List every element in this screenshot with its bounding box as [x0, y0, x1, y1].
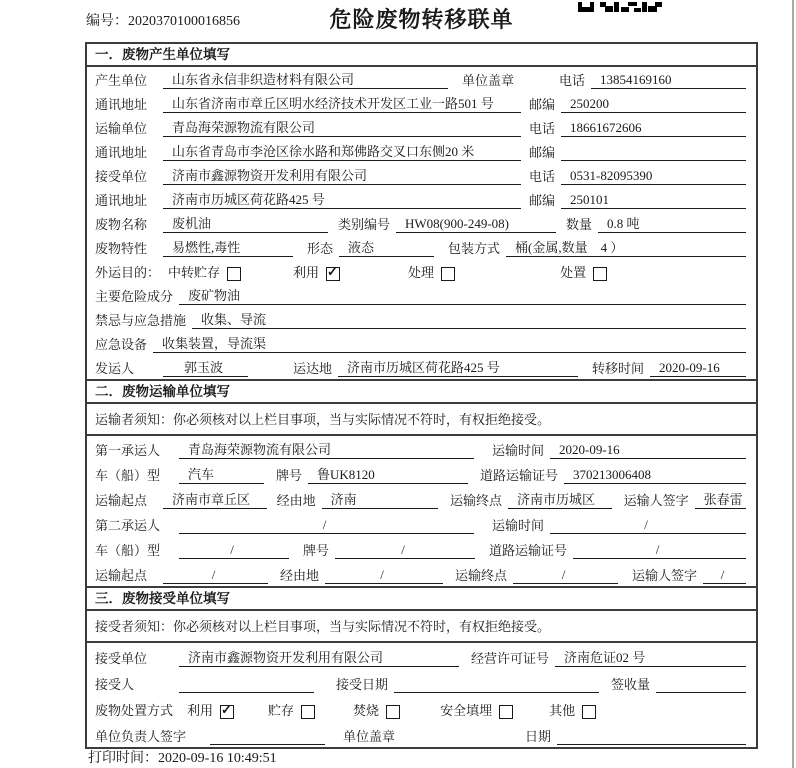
hazard-value: 废矿物油 [179, 285, 746, 305]
seal-label: 单位盖章 [343, 729, 396, 744]
destination-value: 济南市历城区荷花路425 号 [338, 357, 578, 377]
row-transporter-address [87, 139, 756, 163]
recipient-value [179, 692, 314, 693]
row-receiver-address [87, 187, 756, 211]
generator-postcode-value: 250200 [561, 96, 746, 113]
carrier2-via-value: / [325, 567, 443, 584]
generator-phone-value: 13854169160 [591, 72, 746, 89]
terminus-label: 运输终点 [449, 493, 502, 508]
carrier1-origin-value: 济南市章丘区 [163, 489, 267, 509]
checkbox-disposal-utilize [220, 705, 234, 719]
serial-label: 编号： [86, 14, 128, 29]
vehicle-label: 车（船）型 [95, 543, 161, 558]
checkbox-disposal-other [582, 705, 596, 719]
receiver-value: 济南市鑫源物资开发利用有限公司 [163, 165, 521, 185]
receiver-label: 接受单位 [95, 169, 148, 184]
generator-value: 山东省永信非织造材料有限公司 [163, 69, 448, 89]
waste-name-value: 废机油 [163, 213, 328, 233]
carrier2-vehicle-value: / [179, 542, 289, 559]
page-right-edge [792, 0, 794, 768]
seal-label: 单位盖章 [462, 73, 515, 88]
form-label: 形态 [307, 241, 334, 256]
row-carrier1-route [87, 486, 756, 511]
disposal-option-landfill [440, 700, 513, 719]
page-title: 危险废物转移联单 [329, 7, 514, 32]
category-value: HW08(900-249-08) [396, 216, 556, 233]
option-label: 处理 [408, 265, 435, 280]
road-permit-label: 道路运输证号 [489, 543, 568, 558]
phone-label: 电话 [528, 121, 555, 136]
carrier2-value: / [179, 517, 474, 534]
receiver-address-value: 济南市历城区荷花路425 号 [163, 189, 521, 209]
receiver-phone-value: 0531-82095390 [561, 168, 746, 185]
section1-title: 一．废物产生单位填写 [87, 44, 756, 67]
transporter-postcode-value [561, 160, 746, 161]
purpose-option-dispose [560, 262, 607, 281]
contraindication-value: 收集、导流 [192, 309, 746, 329]
qr-code-fragment [578, 0, 662, 18]
form-value: 液态 [339, 237, 434, 257]
carrier1-vehicle-value: 汽车 [179, 464, 264, 484]
carrier1-via-value: 济南 [322, 489, 438, 509]
date-label: 日期 [525, 729, 552, 744]
via-label: 经由地 [280, 568, 320, 583]
disposal-option-utilize [187, 700, 234, 719]
generator-label: 产生单位 [95, 73, 148, 88]
contraindication-label: 禁忌与应急措施 [95, 313, 187, 328]
carrier1-permit-value: 370213006408 [564, 467, 746, 484]
checkbox-disposal-landfill [499, 705, 513, 719]
permit-label: 经营许可证号 [471, 651, 550, 666]
option-label: 利用 [293, 265, 320, 280]
row-carrier2-route [87, 561, 756, 586]
carrier1-terminus-value: 济南市历城区 [508, 489, 612, 509]
sign-date-value [557, 744, 746, 745]
checkbox-treat [441, 267, 455, 281]
transfer-time-value: 2020-09-16 [650, 360, 746, 377]
origin-label: 运输起点 [95, 493, 148, 508]
purpose-option-treat [408, 262, 455, 281]
print-time-value: 2020-09-16 10:49:51 [158, 751, 277, 766]
row-waste-name [87, 211, 756, 235]
print-time-label: 打印时间： [88, 751, 158, 766]
checkbox-disposal-storage [301, 705, 315, 719]
address-label: 通讯地址 [95, 145, 148, 160]
disposal-label: 废物处置方式 [95, 703, 174, 718]
generator-address-value: 山东省济南市章丘区明水经济技术开发区工业一路501 号 [163, 93, 521, 113]
checkbox-disposal-incinerate [386, 705, 400, 719]
consignor-label: 发运人 [95, 361, 135, 376]
address-label: 通讯地址 [95, 193, 148, 208]
disposal-option-incinerate [353, 700, 400, 719]
row-transport-purpose [87, 259, 756, 283]
plate-label: 牌号 [276, 468, 303, 483]
characteristics-value: 易燃性,毒性 [163, 237, 293, 257]
row-generator [87, 67, 756, 91]
section3-title: 三．废物接受单位填写 [87, 588, 756, 611]
permit-value: 济南危证02 号 [555, 647, 746, 667]
row-disposal-method [87, 695, 756, 721]
transfer-form-table [85, 42, 758, 749]
equipment-label: 应急设备 [95, 337, 148, 352]
transporter-label: 运输单位 [95, 121, 148, 136]
transfer-time-label: 转移时间 [592, 361, 645, 376]
characteristics-label: 废物特性 [95, 241, 148, 256]
packaging-value: 桶(金属,数量 4 ） [506, 237, 746, 257]
transporter-address-value: 山东省青岛市李沧区徐水路和郑佛路交叉口东侧20 米 [163, 141, 521, 161]
carrier2-sign-value: / [703, 567, 746, 584]
purpose-option-transfer-storage [168, 262, 241, 281]
row-receiver [87, 163, 756, 187]
hazard-label: 主要危险成分 [95, 289, 174, 304]
carrier1-sign-value: 张春雷 [695, 489, 746, 509]
row-carrier2 [87, 511, 756, 536]
equipment-value: 收集装置，导流渠 [153, 333, 746, 353]
received-amount-label: 签收量 [611, 677, 651, 692]
checkbox-dispose [593, 267, 607, 281]
option-label: 利用 [187, 703, 214, 718]
consignor-value: 郭玉波 [163, 357, 248, 377]
carrier1-label: 第一承运人 [95, 443, 161, 458]
road-permit-label: 道路运输证号 [480, 468, 559, 483]
transport-time-label: 运输时间 [492, 518, 545, 533]
carrier1-value: 青岛海荣源物流有限公司 [179, 439, 474, 459]
row-contraindication [87, 307, 756, 331]
terminus-label: 运输终点 [455, 568, 508, 583]
carrier2-time-value: / [550, 517, 746, 534]
section3-notice: 接受者须知：你必须核对以上栏目事项，当与实际情况不符时，有权拒绝接受。 [87, 611, 756, 643]
receiver-label: 接受单位 [95, 651, 148, 666]
print-time-line [88, 747, 277, 767]
purpose-option-utilize [293, 262, 340, 281]
transporter-phone-value: 18661672606 [561, 120, 746, 137]
row-carrier1 [87, 436, 756, 461]
row-transporter [87, 115, 756, 139]
carrier1-time-value: 2020-09-16 [550, 442, 746, 459]
postcode-label: 邮编 [528, 145, 555, 160]
option-label: 焚烧 [353, 703, 380, 718]
postcode-label: 邮编 [528, 193, 555, 208]
row-manager-signature [87, 721, 756, 747]
transporter-value: 青岛海荣源物流有限公司 [163, 117, 521, 137]
row-hazard-components [87, 283, 756, 307]
via-label: 经由地 [276, 493, 316, 508]
checkbox-utilize [326, 267, 340, 281]
serial-number: 2020370100016856 [128, 14, 240, 29]
destination-label: 运达地 [293, 361, 333, 376]
carrier-sign-label: 运输人签字 [632, 568, 698, 583]
category-label: 类别编号 [338, 217, 391, 232]
carrier2-plate-value: / [335, 542, 475, 559]
checkbox-transfer-storage [227, 267, 241, 281]
carrier2-permit-value: / [573, 542, 746, 559]
packaging-label: 包装方式 [448, 241, 501, 256]
recipient-label: 接受人 [95, 677, 135, 692]
quantity-value: 0.8 吨 [598, 213, 746, 233]
section2-title: 二．废物运输单位填写 [87, 381, 756, 404]
section-receiver [87, 586, 756, 747]
section2-notice: 运输者须知：你必须核对以上栏目事项，当与实际情况不符时，有权拒绝接受。 [87, 404, 756, 436]
phone-label: 电话 [528, 169, 555, 184]
plate-label: 牌号 [303, 543, 330, 558]
address-label: 通讯地址 [95, 97, 148, 112]
vehicle-label: 车（船）型 [95, 468, 161, 483]
disposal-option-storage [268, 700, 315, 719]
quantity-label: 数量 [566, 217, 593, 232]
disposal-option-other [549, 700, 596, 719]
phone-label: 电话 [559, 73, 586, 88]
row-waste-characteristics [87, 235, 756, 259]
row-carrier1-vehicle [87, 461, 756, 486]
row-consignor [87, 355, 756, 379]
origin-label: 运输起点 [95, 568, 148, 583]
waste-name-label: 废物名称 [95, 217, 148, 232]
carrier1-plate-value: 鲁UK8120 [308, 464, 468, 484]
row-emergency-equipment [87, 331, 756, 355]
option-label: 处置 [560, 265, 587, 280]
receive-date-label: 接受日期 [336, 677, 389, 692]
option-label: 其他 [549, 703, 576, 718]
row-recipient [87, 669, 756, 695]
manager-sign-value [210, 744, 325, 745]
row-carrier2-vehicle [87, 536, 756, 561]
option-label: 贮存 [268, 703, 295, 718]
transport-time-label: 运输时间 [492, 443, 545, 458]
receiving-unit-value: 济南市鑫源物资开发利用有限公司 [179, 647, 459, 667]
option-label: 安全填埋 [440, 703, 493, 718]
carrier2-label: 第二承运人 [95, 518, 161, 533]
receive-date-value [394, 692, 599, 693]
carrier-sign-label: 运输人签字 [623, 493, 689, 508]
received-amount-value [656, 692, 746, 693]
receiver-postcode-value: 250101 [561, 192, 746, 209]
postcode-label: 邮编 [528, 97, 555, 112]
section-transporter [87, 379, 756, 586]
manager-sign-label: 单位负责人签字 [95, 729, 187, 744]
purpose-label: 外运目的： [95, 265, 161, 280]
option-label: 中转贮存 [168, 265, 221, 280]
row-receiving-unit [87, 643, 756, 669]
row-generator-address [87, 91, 756, 115]
section-generator [87, 44, 756, 379]
carrier2-terminus-value: / [513, 567, 618, 584]
carrier2-origin-value: / [163, 567, 268, 584]
